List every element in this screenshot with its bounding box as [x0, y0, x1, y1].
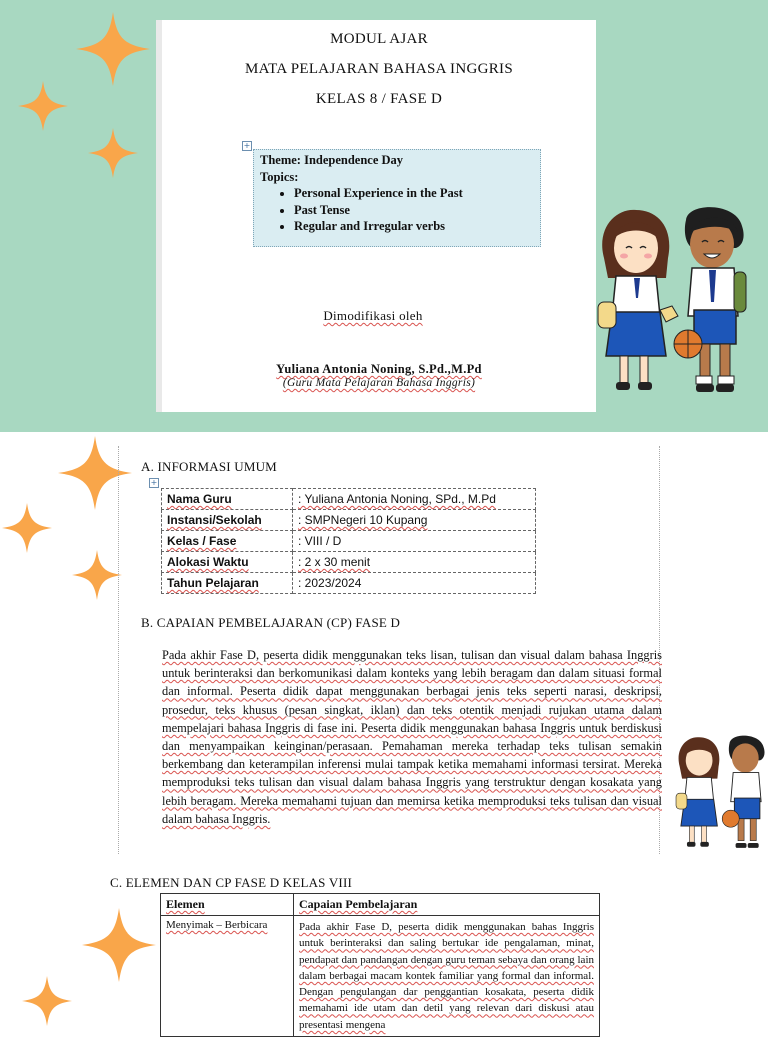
- info-page: [118, 446, 660, 854]
- row1-capaian: Pada akhir Fase D, peserta didik menggunakan bahas Inggris untuk berinteraksi dan saling bertukar ide pengalaman, minat, pendapat dan pandangan dengan guru teman sebaya dan orang lain dalam berbagai macam kontek familiar yang formal dan informal. Dengan pengulangan dar penggantian kosakata, peserta didik memahami ide utam dan detil yang relevan dari diskusi atau presentasi mengena: [294, 916, 600, 1037]
- sparkle-icon: [72, 550, 122, 600]
- theme-box: [253, 149, 541, 247]
- subject-title: MATA PELAJARAN BAHASA INGGRIS: [245, 61, 513, 77]
- table-row: [162, 510, 536, 531]
- sparkle-icon: [76, 10, 150, 88]
- col-elemen: Elemen: [161, 894, 294, 916]
- elemen-table-wrapper: [160, 893, 594, 1031]
- info-value: : SMPNegeri 10 Kupang: [293, 510, 536, 531]
- table-move-handle-icon[interactable]: +: [243, 141, 251, 150]
- table-row: [162, 531, 536, 552]
- section-a-heading: A. INFORMASI UMUM: [141, 459, 277, 474]
- elemen-table: [160, 893, 600, 1037]
- sparkle-icon: [18, 80, 68, 132]
- topics-list: [260, 185, 534, 235]
- table-row: [162, 489, 536, 510]
- section-b-heading: B. CAPAIAN PEMBELAJARAN (CP) FASE D: [141, 615, 401, 630]
- table-row: [161, 916, 600, 1037]
- info-table: [161, 488, 536, 594]
- students-illustration: [596, 198, 748, 402]
- topic-item: • Past Tense: [294, 202, 534, 219]
- sparkle-icon: [82, 906, 156, 984]
- topic-item: • Personal Experience in the Past: [294, 185, 534, 202]
- cover-page: [156, 20, 596, 412]
- info-key: Kelas / Fase: [162, 531, 293, 552]
- topic-item: • Regular and Irregular verbs: [294, 218, 534, 235]
- theme-label: Theme: Independence Day: [260, 153, 404, 167]
- section-c-heading: C. ELEMEN DAN CP FASE D KELAS VIII: [110, 875, 353, 890]
- author-name: Yuliana Antonia Noning, S.Pd.,M.Pd: [276, 362, 482, 376]
- info-key: Tahun Pelajaran: [162, 573, 293, 594]
- class-title: KELAS 8 / FASE D: [315, 91, 443, 107]
- info-key: Instansi/Sekolah: [162, 510, 293, 531]
- topics-label: Topics:: [260, 169, 299, 184]
- info-value: : 2 x 30 menit: [293, 552, 536, 573]
- module-title: MODUL AJAR: [330, 31, 428, 47]
- table-row: [162, 552, 536, 573]
- author-role: (Guru Mata Pelajaran Bahasa Inggris): [282, 377, 476, 389]
- info-value: : 2023/2024: [293, 573, 536, 594]
- info-key: Alokasi Waktu: [162, 552, 293, 573]
- info-value: : VIII / D: [293, 531, 536, 552]
- students-illustration-small: [674, 730, 768, 854]
- table-row: [161, 894, 600, 916]
- sparkle-icon: [22, 976, 72, 1026]
- table-move-handle-icon[interactable]: +: [150, 478, 158, 487]
- sparkle-icon: [88, 128, 138, 178]
- modified-by: Dimodifikasi oleh: [323, 308, 423, 323]
- info-value: : Yuliana Antonia Noning, SPd., M.Pd: [293, 489, 536, 510]
- info-key: Nama Guru: [162, 489, 293, 510]
- cover-background: [0, 0, 768, 432]
- col-capaian: Capaian Pembelajaran: [294, 894, 600, 916]
- sparkle-icon: [2, 502, 52, 554]
- row1-elemen: Menyimak – Berbicara: [161, 916, 294, 1037]
- table-row: [162, 573, 536, 594]
- cp-paragraph: Pada akhir Fase D, peserta didik menggunakan teks lisan, tulisan dan visual dalam bahasa Inggris untuk berinteraksi dan berkomunikasi dalam konteks yang lebih beragam dan dalam situasi formal dan informal. Peserta didik dapat menggunakan berbagai jenis teks seperti narasi, deskripsi, prosedur, teks khusus (pesan singkat, iklan) dan teks otentik menjadi rujukan utama dalam mempelajari bahasa Inggris di fase ini. Peserta didik menggunakan bahasa Inggris untuk berdiskusi dan menyampaikan keinginan/perasaan. Pemahaman mereka terhadap teks tulisan semakin berkembang dan keterampilan inferensi mulai tampak ketika memahami informasi tersirat. Mereka memproduksi teks tulisan dan visual dalam bahasa Inggris yang terstruktur dengan kosakata yang lebih beragam. Mereka memahami tujuan dan memirsa ketika memproduksi teks tulisan dan visual dalam bahasa Inggris.: [162, 648, 662, 826]
